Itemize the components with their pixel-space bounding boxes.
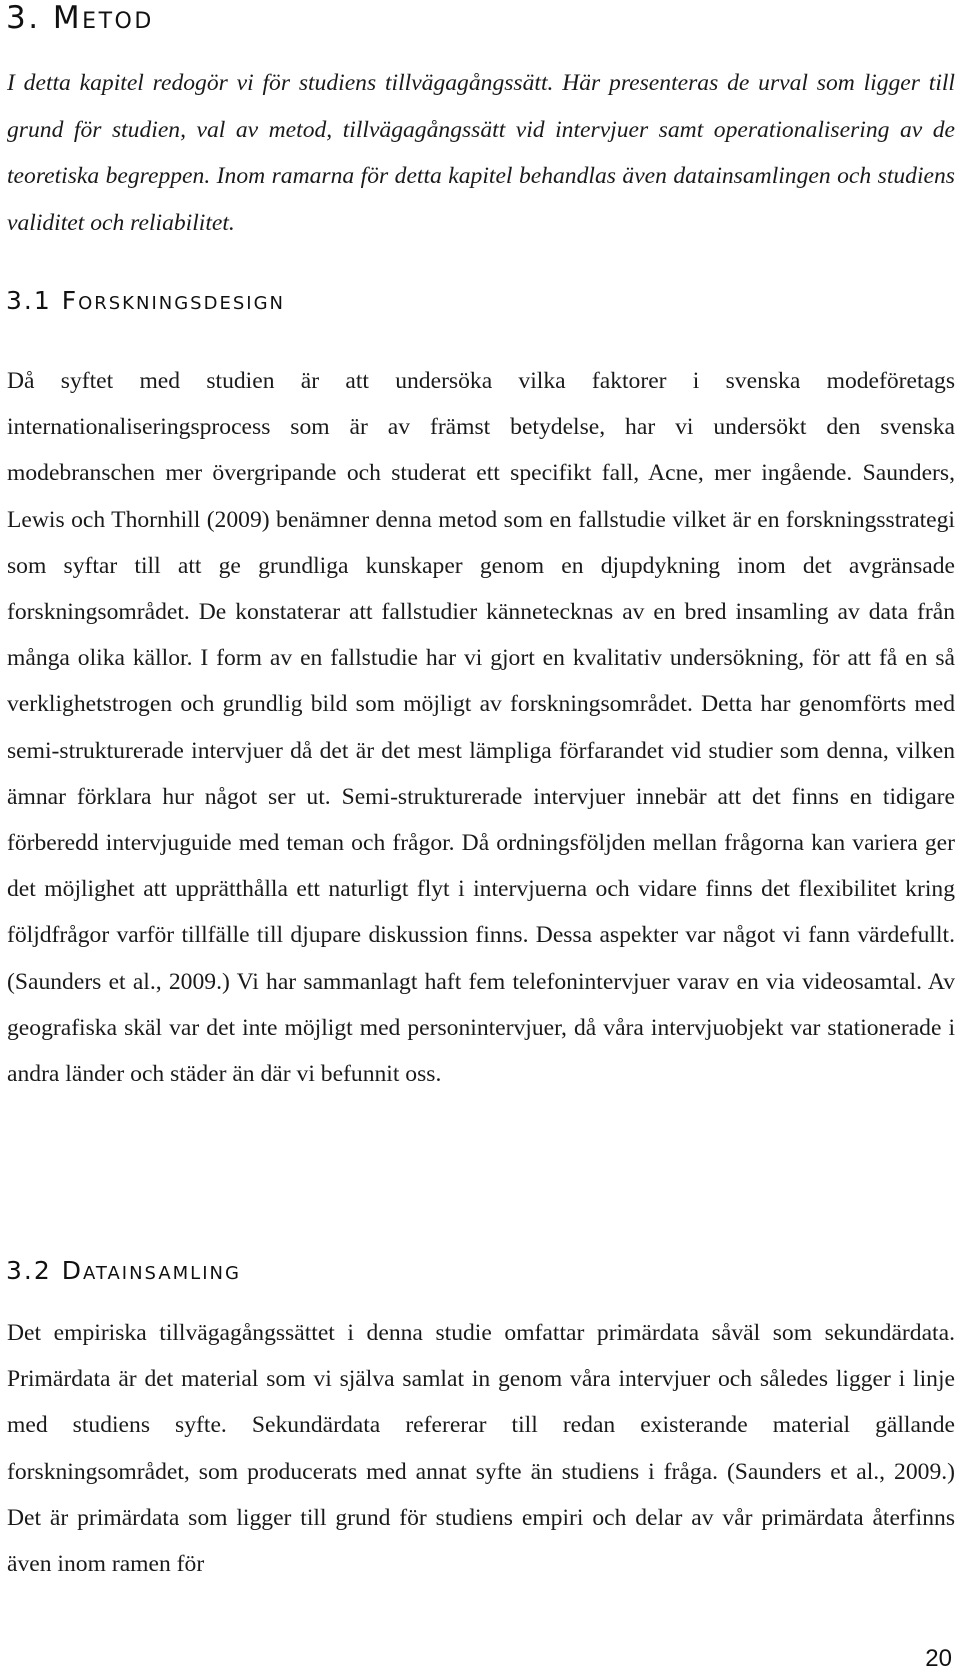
section-title-forskningsdesign: 3.1 Forskningsdesign bbox=[6, 286, 285, 315]
chapter-title: 3. Metod bbox=[6, 0, 154, 36]
section-title-datainsamling: 3.2 Datainsamling bbox=[6, 1256, 241, 1285]
page-number: 20 bbox=[925, 1645, 952, 1672]
section-body-datainsamling: Det empiriska tillvägagångssättet i denna studie omfattar primärdata såväl som sekundärdata. Primärdata är det material som vi själva samlat in genom våra intervjuer och således ligger i linje med studiens syfte. Sekundärdata refererar till redan existerande material gällande forskningsområdet, som producerats med annat syfte än studiens i fråga. (Saunders et al., 2009.) Det är primärdata som ligger till grund för studiens empiri och delar av vår primärdata återfinns även inom ramen för bbox=[7, 1320, 955, 1578]
section-body-forskningsdesign: Då syftet med studien är att undersöka vilka faktorer i svenska modeföretags internationaliseringsprocess som är av främst betydelse, har vi undersökt den svenska modebranschen mer övergripande och studerat ett specifikt fall, Acne, mer ingående. Saunders, Lewis och Thornhill (2009) benämner denna metod som en fallstudie vilket är en forskningsstrategi som syftar till att ge grundliga kunskaper genom en djupdykning inom det avgränsade forskningsområdet. De konstaterar att fallstudier kännetecknas av en bred insamling av data från många olika källor. I form av en fallstudie har vi gjort en kvalitativ undersökning, för att få en så verklighetstrogen och grundlig bild som möjligt av forskningsområdet. Detta har genomförts med semi-strukturerade intervjuer då det är det mest lämpliga förfarandet vid studier som denna, vilken ämnar förklara hur något ser ut. Semi-strukturerade intervjuer innebär att det finns en tidigare förberedd intervjuguide med teman och frågor. Då ordningsföljden mellan frågorna kan variera ger det möjlighet att upprätthålla ett naturligt flyt i intervjuerna och vidare finns det flexibilitet kring följdfrågor varför tillfälle till djupare diskussion finns. Dessa aspekter var något vi fann värdefullt. (Saunders et al., 2009.) Vi har sammanlagt haft fem telefonintervjuer varav en via videosamtal. Av geografiska skäl var det inte möjligt med personintervjuer, då våra intervjuobjekt var stationerade i andra länder och städer än där vi befunnit oss. bbox=[7, 368, 955, 1088]
chapter-intro: I detta kapitel redogör vi för studiens tillvägagångssätt. Här presenteras de urval som ligger till grund för studien, val av metod, tillvägagångssätt vid intervjuer samt operationalisering av de teoretiska begreppen. Inom ramarna för detta kapitel behandlas även datainsamlingen och studiens validitet och reliabilitet. bbox=[7, 70, 955, 236]
